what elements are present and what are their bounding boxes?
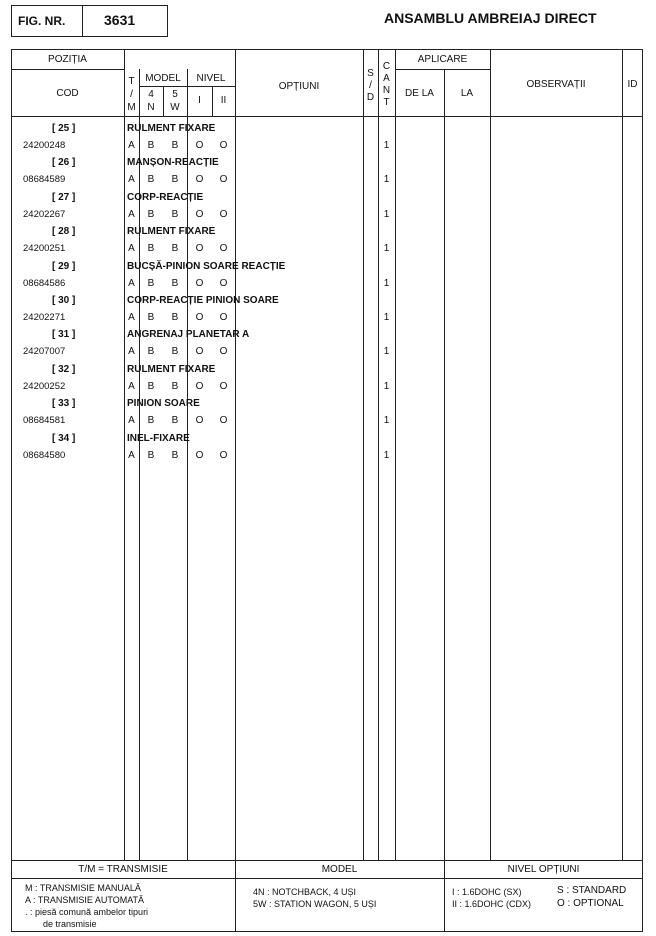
col-tm-m: M [127, 102, 136, 113]
legend-model-title: MODEL [321, 864, 358, 875]
item-niv1: O [195, 140, 204, 151]
col-cant-a: A [383, 73, 390, 84]
item-n4: B [147, 380, 155, 392]
item-n4: B [147, 415, 155, 427]
item-cant: 1 [383, 243, 390, 255]
item-n4: B [147, 312, 155, 323]
col-nivel: NIVEL [196, 73, 226, 84]
item-niv2: O [219, 346, 228, 358]
item-niv1: O [195, 243, 204, 255]
col-tm-t: T [128, 76, 135, 87]
item-cant: 1 [383, 415, 390, 427]
item-tm: A [128, 277, 135, 289]
col-nivel-ii: II [220, 95, 227, 106]
item-name: RULMENT FIXARE [127, 226, 216, 238]
item-tm: A [128, 415, 135, 427]
item-position: [ 32 ] [52, 363, 76, 375]
item-code: 24200252 [23, 380, 66, 392]
item-cant: 1 [383, 208, 390, 220]
item-niv1: O [195, 174, 204, 186]
item-code: 24202271 [23, 312, 66, 323]
item-cant: 1 [383, 140, 390, 151]
item-niv2: O [219, 277, 228, 289]
item-name: CORP-REACȚIE [127, 191, 204, 203]
item-niv1: O [195, 449, 204, 461]
item-n4: B [147, 277, 155, 289]
item-w5: B [171, 380, 179, 392]
col-model-w: W [170, 102, 180, 113]
item-tm: A [128, 449, 135, 461]
legend-tm-dot-cont: de transmisie [43, 919, 97, 929]
item-n4: B [147, 346, 155, 358]
col-cant-t: T [383, 97, 390, 108]
col-model-5: 5 [172, 89, 178, 100]
legend-tm-dot: . : piesă comună ambelor tipuri [25, 907, 149, 917]
col-cant-c: C [382, 61, 391, 72]
item-name: INEL-FIXARE [127, 432, 190, 444]
item-niv2: O [219, 312, 228, 323]
item-tm: A [128, 346, 135, 358]
item-cant: 1 [383, 312, 390, 323]
fig-label: FIG. NR. [18, 14, 66, 28]
col-pozitia: POZIȚIA [48, 54, 87, 65]
item-code: 24202267 [23, 208, 66, 220]
col-id: ID [627, 79, 638, 90]
item-n4: B [147, 243, 155, 255]
col-la: LA [460, 88, 474, 99]
col-model-4: 4 [148, 89, 154, 100]
item-position: [ 25 ] [52, 123, 76, 134]
col-model-n: N [147, 102, 155, 113]
item-niv1: O [195, 312, 204, 323]
item-name: ANGRENAJ PLANETAR A [127, 329, 250, 341]
item-code: 08684581 [23, 415, 66, 427]
item-niv2: O [219, 449, 228, 461]
item-code: 24200248 [23, 140, 66, 151]
item-code: 08684589 [23, 174, 66, 186]
col-nivel-i: I [198, 95, 201, 106]
item-cant: 1 [383, 277, 390, 289]
item-w5: B [171, 174, 179, 186]
item-tm: A [128, 312, 135, 323]
item-tm: A [128, 174, 135, 186]
col-tm-slash: / [130, 89, 133, 100]
item-tm: A [128, 208, 135, 220]
legend-nivel-title: NIVEL OPȚIUNI [507, 864, 580, 875]
item-niv2: O [219, 380, 228, 392]
item-tm: A [128, 140, 135, 151]
col-sd-d: D [366, 92, 375, 103]
col-cod: COD [56, 88, 79, 99]
col-optiuni: OPȚIUNI [278, 81, 320, 92]
item-w5: B [171, 277, 179, 289]
item-position: [ 26 ] [52, 157, 76, 169]
legend-model-5w: 5W : STATION WAGON, 5 UȘI [253, 899, 377, 909]
item-cant: 1 [383, 174, 390, 186]
item-cant: 1 [383, 380, 390, 392]
item-niv1: O [195, 277, 204, 289]
col-sd-slash: / [369, 80, 372, 91]
page-title: ANSAMBLU AMBREIAJ DIRECT [384, 10, 597, 26]
legend-nivel-i: I : 1.6DOHC (SX) [452, 887, 522, 897]
item-w5: B [171, 243, 179, 255]
item-n4: B [147, 174, 155, 186]
item-n4: B [147, 208, 155, 220]
item-w5: B [171, 346, 179, 358]
item-cant: 1 [383, 346, 390, 358]
item-tm: A [128, 243, 135, 255]
legend-tm-title: T/M = TRANSMISIE [78, 864, 168, 875]
legend-tm-m: M : TRANSMISIE MANUALĂ [25, 883, 141, 893]
item-w5: B [171, 449, 179, 461]
item-name: BUCȘĂ-PINION SOARE REACȚIE [127, 260, 286, 272]
item-cant: 1 [383, 449, 390, 461]
legend-nivel-ii: II : 1.6DOHC (CDX) [452, 899, 532, 909]
item-niv1: O [195, 346, 204, 358]
item-n4: B [147, 140, 155, 151]
item-name: RULMENT FIXARE [127, 123, 216, 134]
item-niv1: O [195, 415, 204, 427]
item-niv2: O [219, 243, 228, 255]
item-position: [ 33 ] [52, 398, 76, 410]
item-niv2: O [219, 174, 228, 186]
col-model: MODEL [145, 73, 181, 84]
item-name: CORP-REACȚIE PINION SOARE [127, 295, 279, 306]
item-tm: A [128, 380, 135, 392]
item-code: 08684586 [23, 277, 66, 289]
col-sd-s: S [367, 68, 374, 79]
item-niv1: O [195, 208, 204, 220]
item-niv2: O [219, 208, 228, 220]
item-position: [ 27 ] [52, 191, 76, 203]
legend-tm-a: A : TRANSMISIE AUTOMATĂ [25, 895, 145, 905]
parts-table [11, 49, 643, 932]
fig-number-box [11, 5, 168, 37]
item-w5: B [171, 415, 179, 427]
item-w5: B [171, 312, 179, 323]
item-position: [ 34 ] [52, 432, 76, 444]
item-name: PINION SOARE [127, 398, 200, 410]
item-name: RULMENT FIXARE [127, 363, 216, 375]
item-position: [ 28 ] [52, 226, 76, 238]
item-w5: B [171, 208, 179, 220]
item-code: 24200251 [23, 243, 66, 255]
col-observatii: OBSERVAȚII [526, 79, 586, 90]
col-de-la: DE LA [405, 88, 434, 99]
item-position: [ 30 ] [52, 295, 76, 306]
col-cant-n: N [382, 85, 391, 96]
item-name: MANȘON-REACȚIE [127, 157, 219, 169]
item-code: 24207007 [23, 346, 66, 358]
item-w5: B [171, 140, 179, 151]
item-position: [ 29 ] [52, 260, 76, 272]
fig-number: 3631 [104, 12, 136, 28]
legend-nivel-s: S : STANDARD [557, 885, 627, 896]
legend-nivel-o: O : OPTIONAL [557, 898, 624, 909]
legend-model-4n: 4N : NOTCHBACK, 4 UȘI [253, 887, 357, 897]
col-aplicare: APLICARE [417, 54, 468, 65]
item-niv1: O [195, 380, 204, 392]
item-n4: B [147, 449, 155, 461]
item-niv2: O [219, 415, 228, 427]
item-position: [ 31 ] [52, 329, 76, 341]
item-code: 08684580 [23, 449, 66, 461]
item-niv2: O [219, 140, 228, 151]
